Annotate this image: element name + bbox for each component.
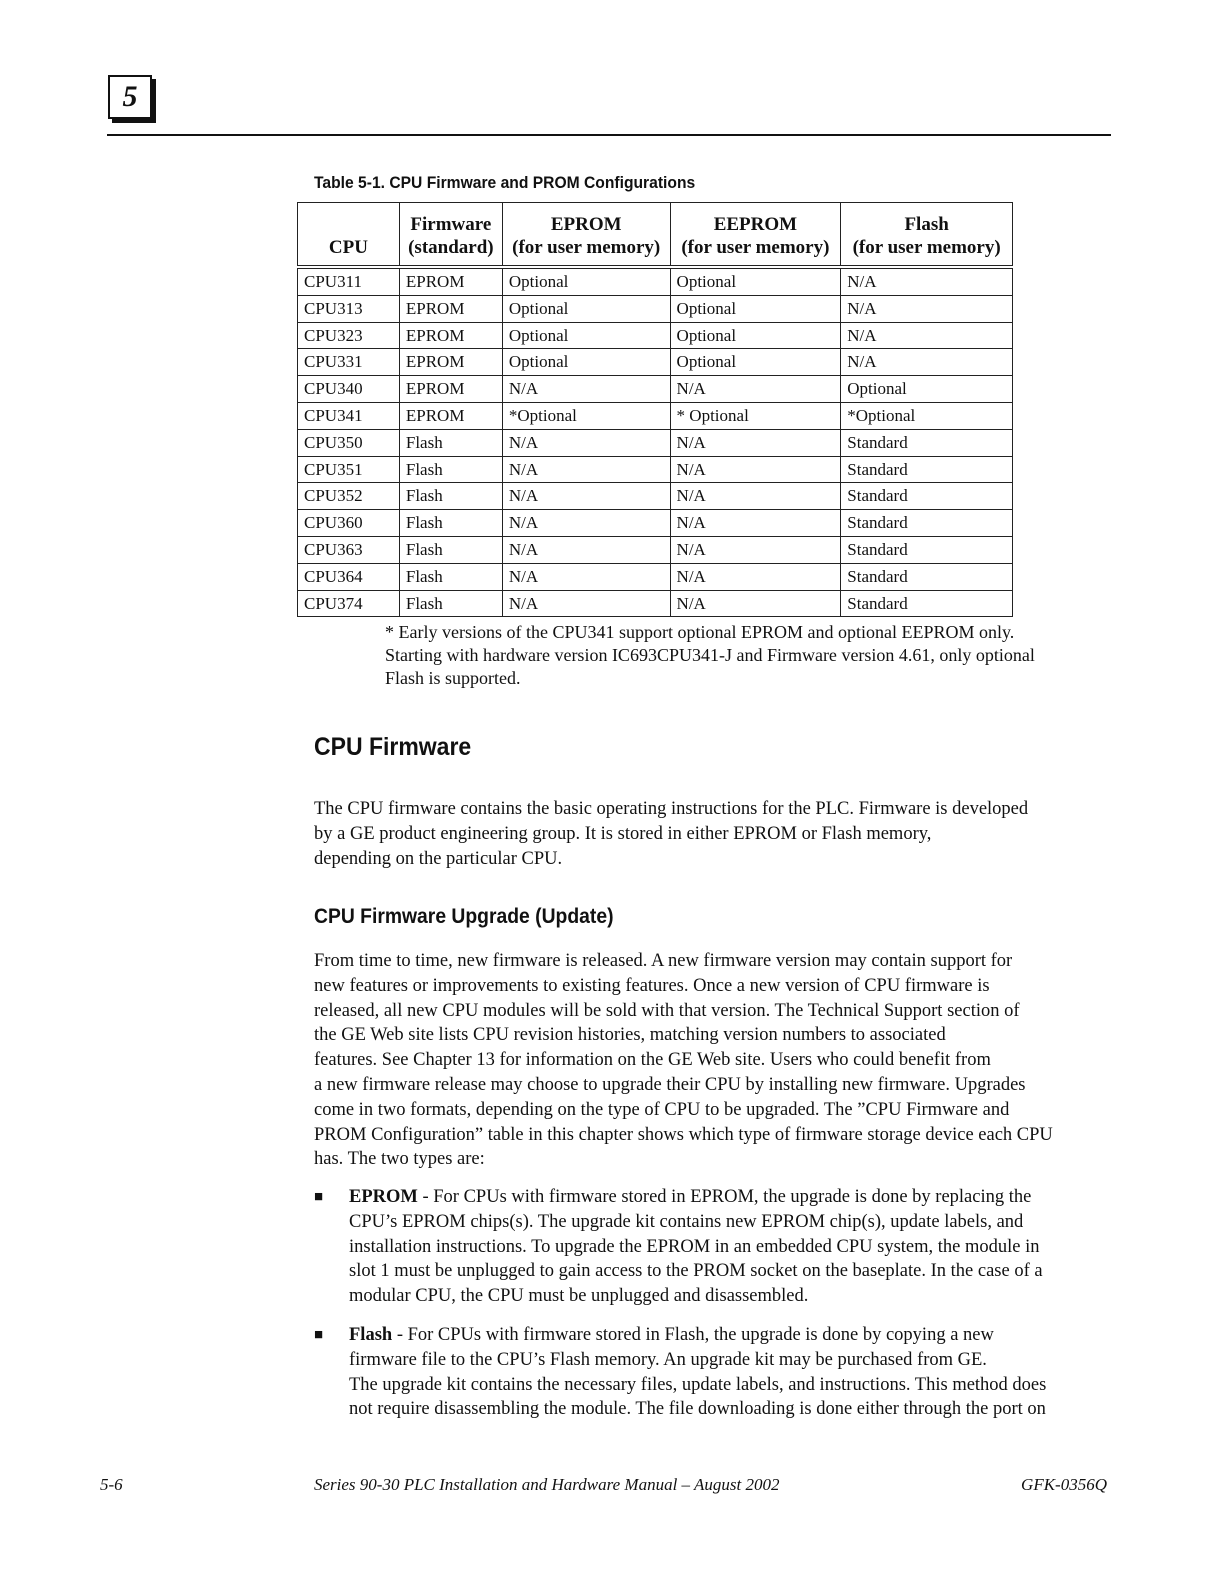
header-rule <box>107 134 1111 136</box>
header-eeprom: EEPROM (for user memory) <box>670 203 841 268</box>
cell-eeprom: N/A <box>670 510 841 537</box>
cell-cpu: CPU331 <box>298 349 400 376</box>
cell-eprom: *Optional <box>502 402 670 429</box>
footnote-line: version 4.61, only optional Flash is supported. <box>385 645 1035 688</box>
cell-eeprom: N/A <box>670 536 841 563</box>
chapter-number: 5 <box>122 80 138 113</box>
cell-flash: N/A <box>841 349 1013 376</box>
table-footnote <box>385 621 1035 690</box>
bullet-line: modular CPU, the CPU must be unplugged and disassembled. <box>349 1286 809 1307</box>
cpu-firmware-paragraph <box>314 797 1114 871</box>
section-title-firmware-upgrade: CPU Firmware Upgrade (Update) <box>314 905 614 928</box>
paragraph-line: features. See Chapter 13 for information on the GE Web site. Users who could benefit from <box>314 1050 991 1071</box>
cell-firmware: Flash <box>399 429 502 456</box>
cell-firmware: Flash <box>399 456 502 483</box>
cell-firmware: Flash <box>399 510 502 537</box>
footnote-line: * Early versions of the CPU341 support optional EPROM and optional <box>385 622 897 642</box>
cell-cpu: CPU341 <box>298 402 400 429</box>
cell-flash: Standard <box>841 483 1013 510</box>
cell-firmware: Flash <box>399 563 502 590</box>
header-firmware: Firmware (standard) <box>399 203 502 268</box>
paragraph-line: From time to time, new firmware is released. A new firmware version may contain support for <box>314 951 1013 971</box>
bullet-first-line: - For CPUs with firmware stored in Flash, the upgrade is done by copying a new <box>392 1325 994 1345</box>
cell-eeprom: N/A <box>670 429 841 456</box>
cell-eprom: N/A <box>502 536 670 563</box>
cell-eprom: Optional <box>502 322 670 349</box>
paragraph-line: has. The two types are: <box>314 1149 485 1170</box>
table-row <box>298 456 1013 483</box>
cell-firmware: Flash <box>399 536 502 563</box>
table-body <box>298 267 1013 617</box>
footer-manual-title: Series 90-30 PLC Installation and Hardware Manual – August 2002 <box>314 1475 780 1494</box>
paragraph-line: by a GE product engineering group. It is stored in either EPROM or Flash memory, <box>314 823 932 844</box>
table-row <box>298 536 1013 563</box>
header-eprom: EPROM (for user memory) <box>502 203 670 268</box>
cell-firmware: Flash <box>399 483 502 510</box>
table-row <box>298 322 1013 349</box>
table-row <box>298 510 1013 537</box>
cell-firmware: Flash <box>399 590 502 617</box>
cell-cpu: CPU363 <box>298 536 400 563</box>
bullet-line: not require disassembling the module. The file downloading is done either through the port on <box>349 1399 1046 1420</box>
cell-flash: Standard <box>841 590 1013 617</box>
cell-flash: Standard <box>841 429 1013 456</box>
cell-eeprom: Optional <box>670 322 841 349</box>
cell-firmware: EPROM <box>399 322 502 349</box>
cell-eeprom: Optional <box>670 267 841 295</box>
bullet-line: installation instructions. To upgrade the EPROM in an embedded CPU system, the module in <box>349 1236 1040 1257</box>
paragraph-line: PROM Configuration” table in this chapter shows which type of firmware storage device each CPU <box>314 1124 1053 1145</box>
cell-firmware: EPROM <box>399 402 502 429</box>
cell-eeprom: N/A <box>670 483 841 510</box>
cell-cpu: CPU374 <box>298 590 400 617</box>
cell-cpu: CPU350 <box>298 429 400 456</box>
table-row <box>298 376 1013 403</box>
cell-eeprom: * Optional <box>670 402 841 429</box>
cell-cpu: CPU364 <box>298 563 400 590</box>
cell-cpu: CPU340 <box>298 376 400 403</box>
cell-eeprom: N/A <box>670 376 841 403</box>
footer-doc-code: GFK-0356Q <box>1021 1475 1107 1494</box>
paragraph-line: new features or improvements to existing features. Once a new version of CPU firmware is <box>314 975 990 996</box>
square-bullet-icon: ■ <box>314 1327 324 1343</box>
paragraph-line: The CPU firmware contains the basic operating instructions for the PLC. Firmware is developed <box>314 799 1029 819</box>
cell-cpu: CPU360 <box>298 510 400 537</box>
paragraph-line: released, all new CPU modules will be sold with that version. The Technical Support section of <box>314 1000 1020 1021</box>
cpu-firmware-table <box>297 202 1013 617</box>
cell-firmware: EPROM <box>399 295 502 322</box>
paragraph-line: come in two formats, depending on the type of CPU to be upgraded. The ”CPU Firmware and <box>314 1099 1010 1120</box>
cell-eeprom: N/A <box>670 563 841 590</box>
firmware-upgrade-paragraph <box>314 949 1114 1172</box>
bullet-first-line: - For CPUs with firmware stored in EPROM, the upgrade is done by replacing the <box>417 1187 1032 1207</box>
cell-eprom: Optional <box>502 349 670 376</box>
cell-firmware: EPROM <box>399 267 502 295</box>
cell-flash: Standard <box>841 563 1013 590</box>
footnote-line: EEPROM only. Starting with hardware version IC693CPU341-J and Firmware <box>385 622 1015 665</box>
cell-flash: Standard <box>841 510 1013 537</box>
cell-cpu: CPU323 <box>298 322 400 349</box>
cell-flash: N/A <box>841 295 1013 322</box>
cell-eprom: N/A <box>502 429 670 456</box>
cell-eeprom: N/A <box>670 590 841 617</box>
cell-flash: *Optional <box>841 402 1013 429</box>
paragraph-line: the GE Web site lists CPU revision histories, matching version numbers to associated <box>314 1025 946 1046</box>
cell-cpu: CPU313 <box>298 295 400 322</box>
table-row <box>298 267 1013 295</box>
bullet-term: Flash <box>349 1325 393 1345</box>
table-row <box>298 402 1013 429</box>
cell-eprom: N/A <box>502 510 670 537</box>
bullet-line: CPU’s EPROM chips(s). The upgrade kit contains new EPROM chip(s), update labels, and <box>349 1211 1024 1232</box>
section-title-cpu-firmware: CPU Firmware <box>314 733 472 761</box>
paragraph-line: a new firmware release may choose to upgrade their CPU by installing new firmware. Upgrades <box>314 1074 1026 1095</box>
paragraph-line: depending on the particular CPU. <box>314 848 563 869</box>
bullet-line: firmware file to the CPU’s Flash memory. An upgrade kit may be purchased from GE. <box>349 1349 987 1370</box>
cell-firmware: EPROM <box>399 349 502 376</box>
table-row <box>298 349 1013 376</box>
table-row <box>298 295 1013 322</box>
cell-eprom: Optional <box>502 267 670 295</box>
cell-eprom: Optional <box>502 295 670 322</box>
cell-eprom: N/A <box>502 483 670 510</box>
table-header-row <box>298 203 1013 268</box>
cell-flash: N/A <box>841 267 1013 295</box>
cell-eprom: N/A <box>502 563 670 590</box>
footer-page-number: 5-6 <box>100 1475 123 1494</box>
cell-eprom: N/A <box>502 456 670 483</box>
cell-flash: N/A <box>841 322 1013 349</box>
table-row <box>298 429 1013 456</box>
cell-eprom: N/A <box>502 590 670 617</box>
bullet-term: EPROM <box>349 1187 418 1207</box>
cell-flash: Optional <box>841 376 1013 403</box>
table-row <box>298 563 1013 590</box>
table-caption: Table 5-1. CPU Firmware and PROM Configurations <box>314 173 696 192</box>
square-bullet-icon: ■ <box>314 1189 324 1205</box>
chapter-number-box <box>108 75 152 119</box>
cell-cpu: CPU351 <box>298 456 400 483</box>
header-cpu: CPU <box>298 203 400 268</box>
cell-eprom: N/A <box>502 376 670 403</box>
table-row <box>298 483 1013 510</box>
cell-eeprom: Optional <box>670 349 841 376</box>
cell-flash: Standard <box>841 456 1013 483</box>
cell-eeprom: N/A <box>670 456 841 483</box>
cell-eeprom: Optional <box>670 295 841 322</box>
cell-cpu: CPU352 <box>298 483 400 510</box>
cell-flash: Standard <box>841 536 1013 563</box>
bullet-line: The upgrade kit contains the necessary files, update labels, and instructions. This method does <box>349 1374 1047 1395</box>
cell-cpu: CPU311 <box>298 267 400 295</box>
bullet-line: slot 1 must be unplugged to gain access to the PROM socket on the baseplate. In the case of a <box>349 1261 1043 1282</box>
cell-firmware: EPROM <box>399 376 502 403</box>
table-row <box>298 590 1013 617</box>
header-flash: Flash (for user memory) <box>841 203 1013 268</box>
